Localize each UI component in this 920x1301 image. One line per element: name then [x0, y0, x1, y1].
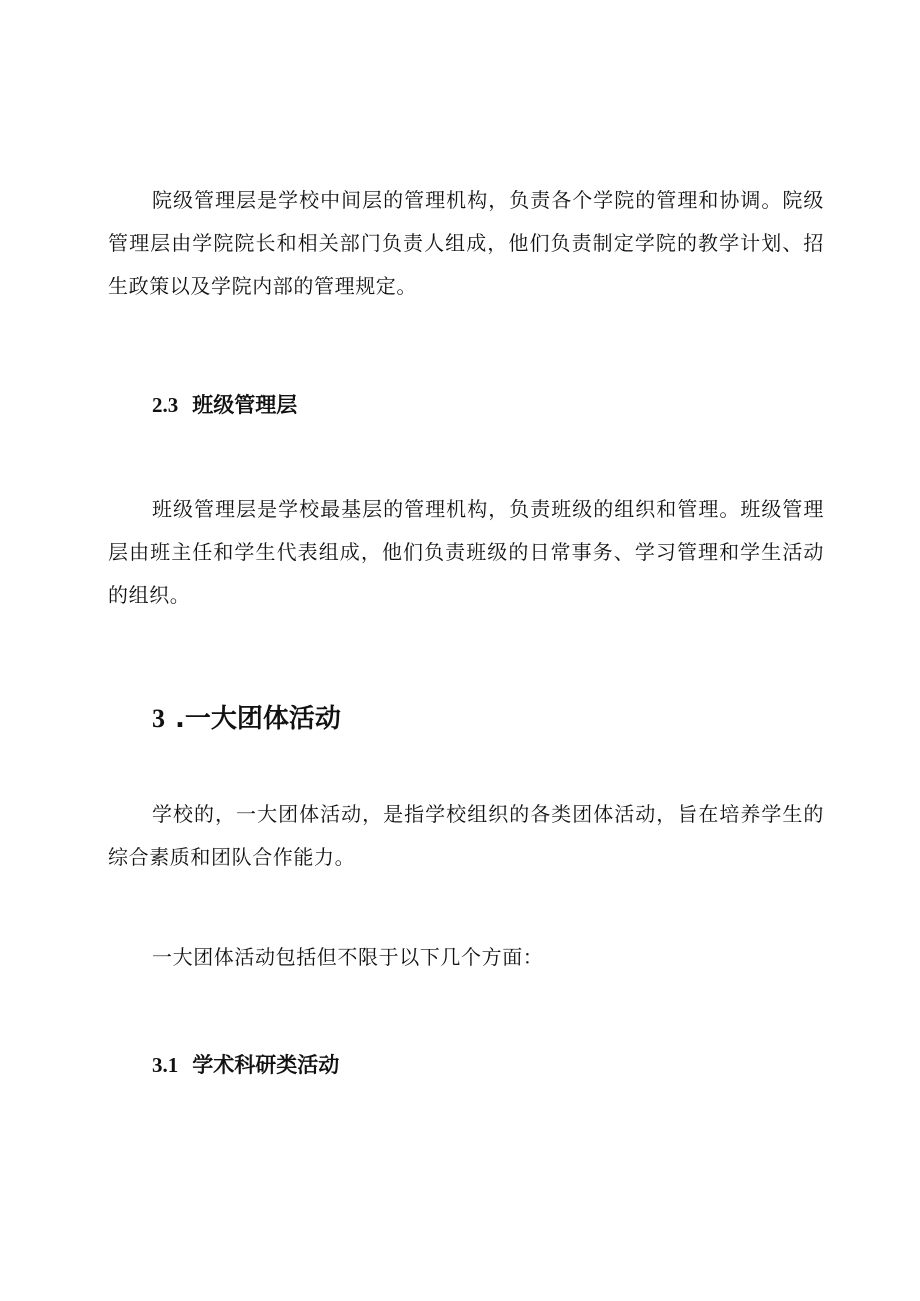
paragraph-group-activities-list-intro: 一大团体活动包括但不限于以下几个方面： [152, 945, 544, 969]
section-number: 2.3 [152, 393, 179, 417]
section-number: 3.1 [152, 1053, 179, 1077]
section-title: .一大团体活动 [175, 704, 341, 734]
section-heading-3 [152, 698, 341, 735]
paragraph-group-activities-intro: 学校的，一大团体活动，是指学校组织的各类团体活动，旨在培养学生的综合素质和团队合作能力。 [108, 802, 824, 869]
section-title: 学术科研类活动 [192, 1053, 340, 1077]
paragraph-class-level: 班级管理层是学校最基层的管理机构，负责班级的组织和管理。班级管理层由班主任和学生代表组成，他们负责班级的日常事务、学习管理和学生活动的组织。 [108, 497, 824, 607]
section-title: 班级管理层 [192, 393, 298, 417]
paragraph-college-level: 院级管理层是学校中间层的管理机构，负责各个学院的管理和协调。院级管理层由学院院长和相关部门负责人组成，他们负责制定学院的教学计划、招生政策以及学院内部的管理规定。 [108, 188, 824, 298]
section-number: 3 [152, 704, 165, 733]
section-heading-3-1 [152, 1049, 339, 1079]
section-heading-2-3 [152, 389, 297, 419]
